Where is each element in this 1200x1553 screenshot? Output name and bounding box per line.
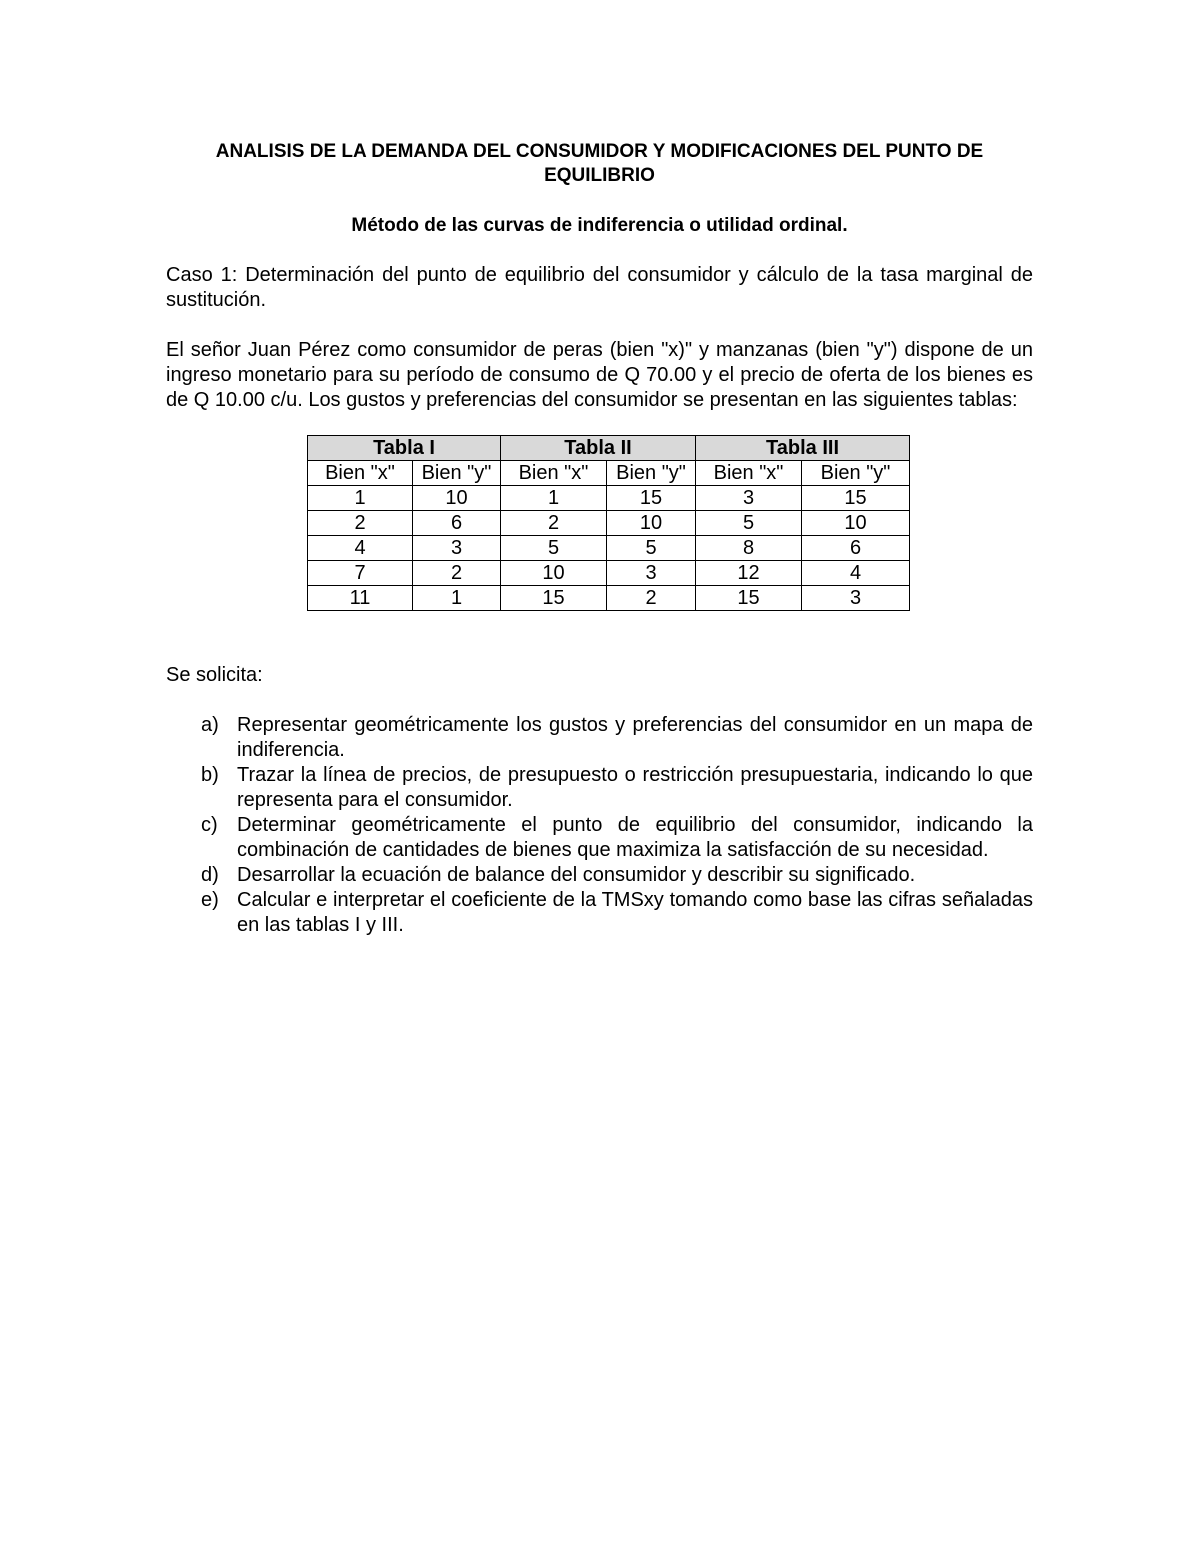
list-item-marker: c) — [201, 814, 218, 836]
preference-table — [307, 435, 910, 611]
list-item-marker: e) — [201, 889, 219, 911]
table-row — [308, 561, 910, 586]
table-cell: 15 — [696, 586, 802, 611]
table-cell: 12 — [696, 561, 802, 586]
list-item-marker: d) — [201, 864, 219, 886]
table-cell: 8 — [696, 536, 802, 561]
solicita-label: Se solicita: — [166, 664, 263, 686]
list-item-marker: b) — [201, 764, 219, 786]
document-title: ANALISIS DE LA DEMANDA DEL CONSUMIDOR Y MODIFICACIONES DEL PUNTO DE EQUILIBRIO — [215, 141, 984, 186]
table-column-header: Bien "x" — [308, 461, 413, 486]
preference-tables — [307, 435, 909, 611]
table-cell: 3 — [607, 561, 696, 586]
document-content — [166, 140, 1033, 938]
table-column-header: Bien "y" — [413, 461, 501, 486]
list-item-marker: a) — [201, 714, 219, 736]
table-column-header: Bien "y" — [607, 461, 696, 486]
table-row — [308, 536, 910, 561]
table-cell: 15 — [501, 586, 607, 611]
table-cell: 5 — [696, 511, 802, 536]
table-cell: 1 — [501, 486, 607, 511]
list-item-text: Desarrollar la ecuación de balance del consumidor y describir su significado. — [237, 864, 916, 886]
table-cell: 10 — [802, 511, 910, 536]
table-cell: 5 — [607, 536, 696, 561]
table-row — [308, 486, 910, 511]
table-cell: 10 — [413, 486, 501, 511]
table-cell: 1 — [413, 586, 501, 611]
table-cell: 4 — [308, 536, 413, 561]
table-column-header: Bien "x" — [501, 461, 607, 486]
case-paragraph: Caso 1: Determinación del punto de equilibrio del consumidor y cálculo de la tasa marginal de sustitución. — [166, 264, 1033, 311]
table-cell: 3 — [696, 486, 802, 511]
table-column-header-row — [308, 461, 910, 486]
list-item — [166, 763, 1033, 813]
table-cell: 15 — [607, 486, 696, 511]
table-cell: 4 — [802, 561, 910, 586]
table-cell: 10 — [607, 511, 696, 536]
table-row — [308, 586, 910, 611]
list-item-text: Trazar la línea de precios, de presupuesto o restricción presupuestaria, indicando lo que representa para el consumidor. — [237, 764, 1033, 811]
list-item — [166, 813, 1033, 863]
table-row — [308, 511, 910, 536]
table-cell: 10 — [501, 561, 607, 586]
list-item-text: Calcular e interpretar el coeficiente de la TMSxy tomando como base las cifras señaladas en las tablas I y III. — [237, 889, 1033, 936]
table-group-header: Tabla III — [696, 436, 910, 461]
table-cell: 3 — [802, 586, 910, 611]
list-item — [166, 713, 1033, 763]
table-column-header: Bien "x" — [696, 461, 802, 486]
table-cell: 1 — [308, 486, 413, 511]
table-cell: 15 — [802, 486, 910, 511]
table-cell: 3 — [413, 536, 501, 561]
table-column-header: Bien "y" — [802, 461, 910, 486]
table-cell: 7 — [308, 561, 413, 586]
table-group-header: Tabla II — [501, 436, 696, 461]
table-group-header: Tabla I — [308, 436, 501, 461]
table-group-header-row — [308, 436, 910, 461]
task-list — [166, 713, 1033, 938]
list-item — [166, 863, 1033, 888]
intro-paragraph: El señor Juan Pérez como consumidor de peras (bien "x)" y manzanas (bien "y") dispone de un ingreso monetario para su período de consumo de Q 70.00 y el precio de oferta de los bienes es de Q 10.00 c/u. Los gustos y preferencias del consumidor se presentan en las siguientes tablas: — [166, 339, 1033, 411]
table-cell: 6 — [413, 511, 501, 536]
table-cell: 2 — [607, 586, 696, 611]
table-cell: 5 — [501, 536, 607, 561]
table-cell: 6 — [802, 536, 910, 561]
list-item-text: Determinar geométricamente el punto de equilibrio del consumidor, indicando la combinación de cantidades de bienes que maximiza la satisfacción de su necesidad. — [237, 814, 1033, 861]
table-cell: 11 — [308, 586, 413, 611]
document-subtitle: Método de las curvas de indiferencia o utilidad ordinal. — [351, 215, 848, 236]
list-item-text: Representar geométricamente los gustos y preferencias del consumidor en un mapa de indiferencia. — [237, 714, 1033, 761]
table-cell: 2 — [501, 511, 607, 536]
list-item — [166, 888, 1033, 938]
table-cell: 2 — [413, 561, 501, 586]
table-cell: 2 — [308, 511, 413, 536]
